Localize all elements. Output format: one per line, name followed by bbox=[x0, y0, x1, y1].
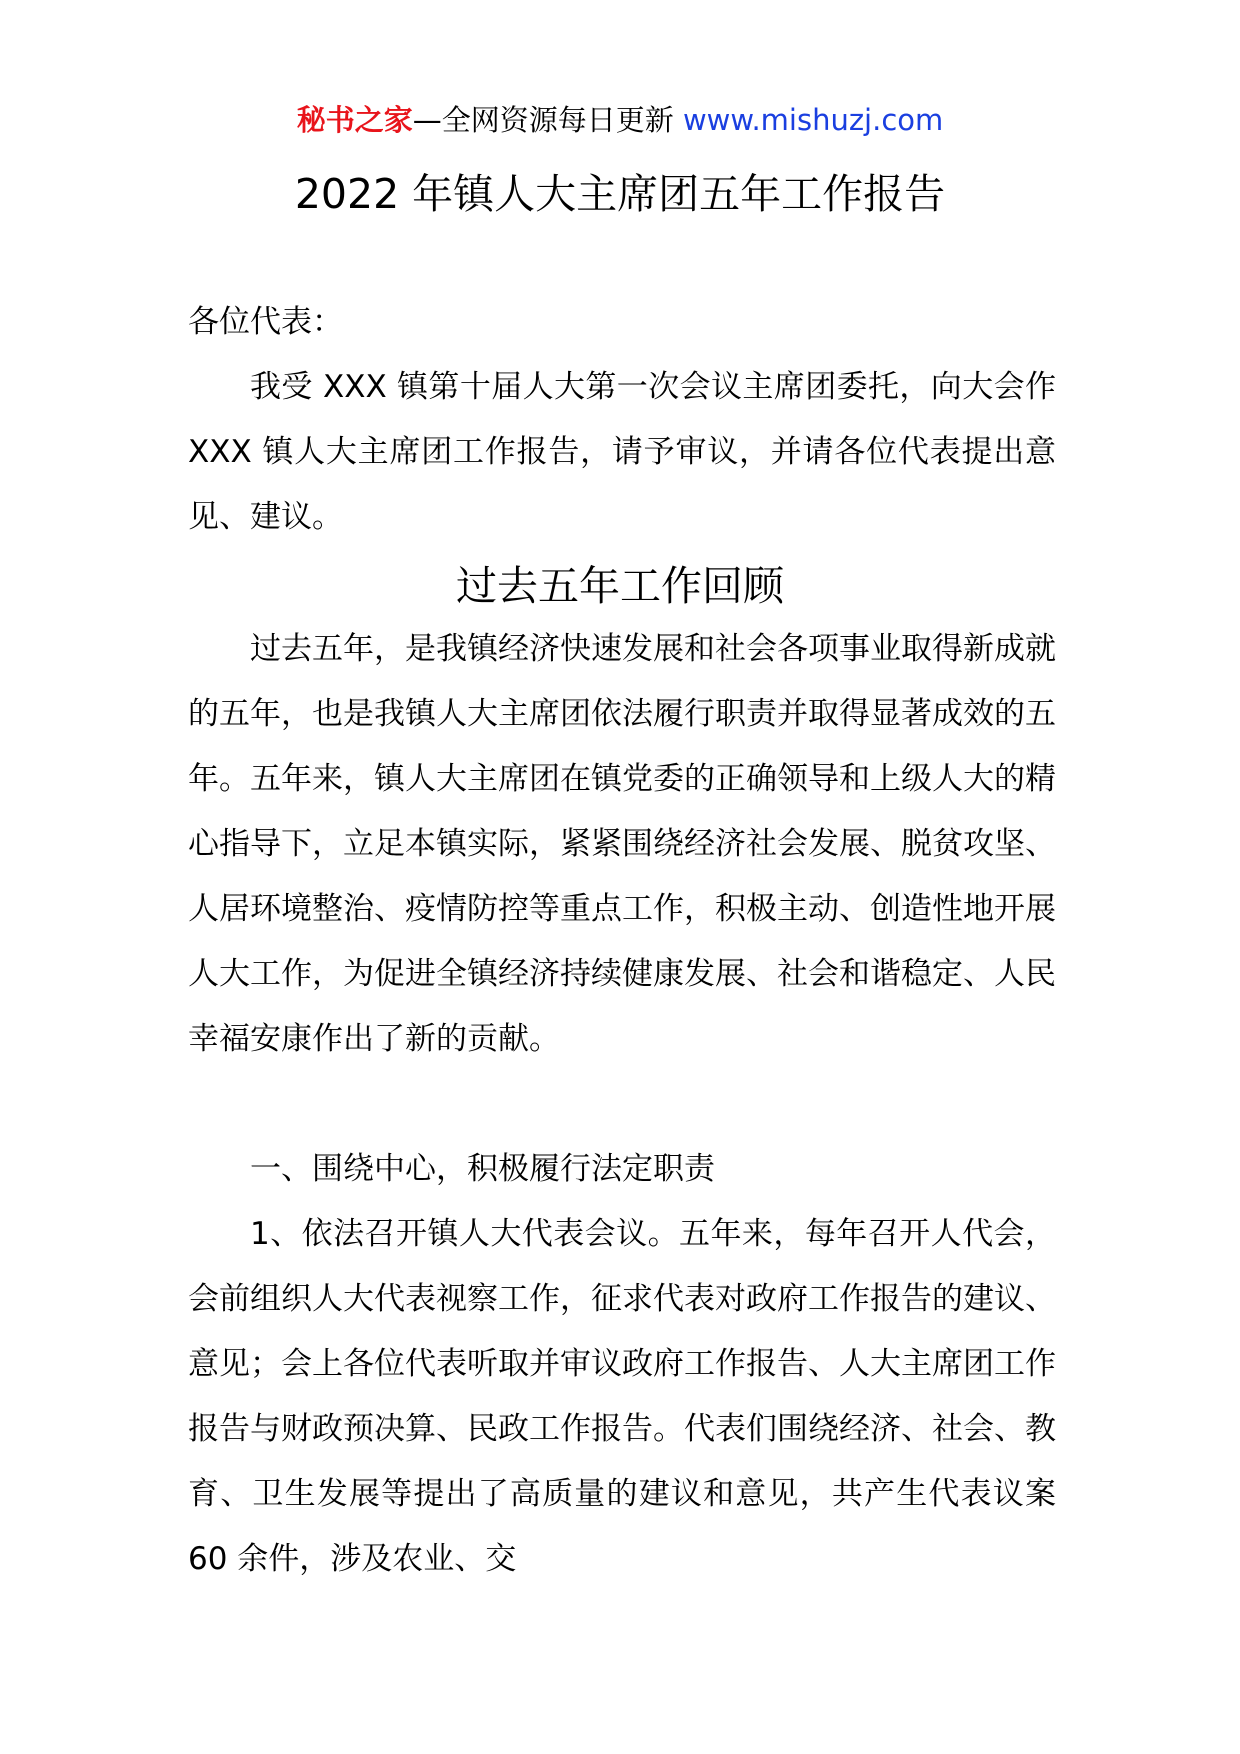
header-tagline: —全网资源每日更新 bbox=[412, 103, 683, 137]
review-paragraph bbox=[188, 617, 1056, 1072]
intro-paragraph bbox=[188, 355, 1056, 550]
subheading-one: 一、围绕中心，积极履行法定职责 bbox=[250, 1151, 715, 1187]
item-one-text: 1、依法召开镇人大代表会议。五年来，每年召开人代会，会前组织人大代表视察工作，征求代表对政府工作报告的建议、意见；会上各位代表听取并审议政府工作报告、人大主席团工作报告与财政预决算、民政工作报告。代表们围绕经济、社会、教育、卫生发展等提出了高质量的建议和意见，共产生代表议案 60 余件，涉及农业、交 bbox=[188, 1216, 1056, 1577]
document-title: 2022 年镇人大主席团五年工作报告 bbox=[294, 170, 946, 218]
salutation: 各位代表： bbox=[188, 304, 343, 340]
section-title: 过去五年工作回顾 bbox=[456, 562, 784, 610]
review-text: 过去五年，是我镇经济快速发展和社会各项事业取得新成就的五年，也是我镇人大主席团依法履行职责并取得显著成效的五年。五年来，镇人大主席团在镇党委的正确领导和上级人大的精心指导下，立足本镇实际，紧紧围绕经济社会发展、脱贫攻坚、人居环境整治、疫情防控等重点工作，积极主动、创造性地开展人大工作，为促进全镇经济持续健康发展、社会和谐稳定、人民幸福安康作出了新的贡献。 bbox=[188, 631, 1056, 1057]
item-one-paragraph bbox=[188, 1202, 1056, 1592]
site-url-link[interactable]: www.mishuzj.com bbox=[682, 103, 944, 137]
intro-text: 我受 XXX 镇第十届人大第一次会议主席团委托，向大会作 XXX 镇人大主席团工作报告，请予审议，并请各位代表提出意见、建议。 bbox=[188, 369, 1056, 535]
site-header bbox=[0, 100, 1240, 140]
brand-name: 秘书之家 bbox=[296, 103, 413, 137]
